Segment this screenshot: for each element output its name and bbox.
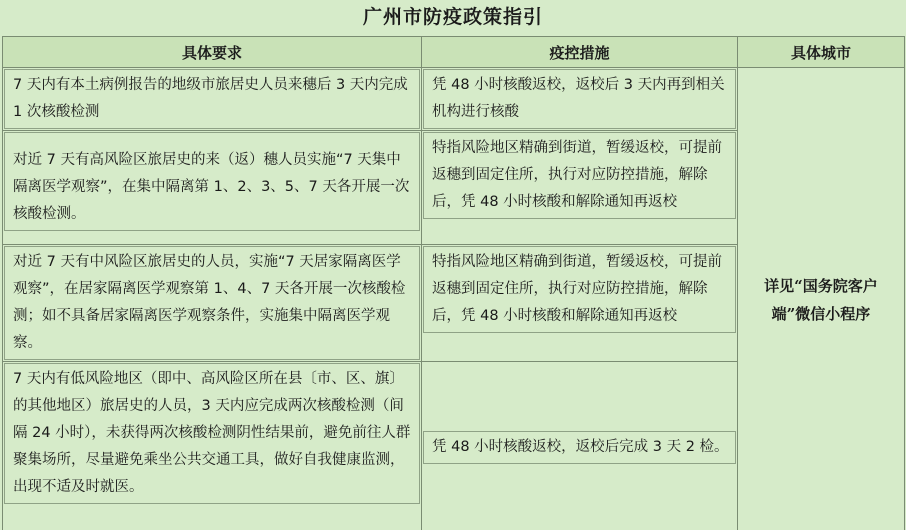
header-requirement: 具体要求 (3, 37, 422, 68)
city-cell: 详见“国务院客户端”微信小程序 (738, 68, 905, 530)
requirement-text: 对近 7 天有中风险区旅居史的人员，实施“7 天居家隔离医学观察”，在居家隔离医学观察第 1、4、7 天各开展一次核酸检测；如不具备居家隔离医学观察条件，实施集中隔离医学观察。 (4, 246, 420, 360)
requirement-text: 7 天内有本土病例报告的地级市旅居史人员来穗后 3 天内完成 1 次核酸检测 (4, 69, 420, 129)
measure-text: 特指风险地区精确到街道，暂缓返校，可提前返穗到固定住所，执行对应防控措施，解除后，凭 48 小时核酸和解除通知再返校 (423, 246, 736, 333)
requirement-cell (3, 131, 422, 245)
measure-cell (422, 68, 738, 131)
page-title: 广州市防疫政策指引 (362, 6, 543, 28)
requirement-cell (3, 68, 422, 131)
header-city: 具体城市 (738, 37, 905, 68)
measure-text: 凭 48 小时核酸返校，返校后 3 天内再到相关机构进行核酸 (423, 69, 736, 129)
measure-cell (422, 131, 738, 245)
requirement-cell (3, 245, 422, 362)
measure-cell (422, 362, 738, 530)
requirement-text: 对近 7 天有高风险区旅居史的来（返）穗人员实施“7 天集中隔离医学观察”，在集中隔离第 1、2、3、5、7 天各开展一次核酸检测。 (4, 132, 420, 231)
measure-text: 凭 48 小时核酸返校，返校后完成 3 天 2 检。 (423, 431, 736, 464)
header-measure: 疫控措施 (422, 37, 738, 68)
table-row (3, 68, 905, 131)
table-header-row (3, 37, 905, 68)
measure-text: 特指风险地区精确到街道，暂缓返校，可提前返穗到固定住所，执行对应防控措施，解除后，凭 48 小时核酸和解除通知再返校 (423, 132, 736, 219)
requirement-text: 7 天内有低风险地区（即中、高风险区所在县〔市、区、旗〕的其他地区）旅居史的人员，3 天内应完成两次核酸检测（间隔 24 小时），未获得两次核酸检测阴性结果前，避免前往人群聚集场所，尽量避免乘坐公共交通工具，做好自我健康监测，出现不适及时就医。 (4, 363, 420, 504)
requirement-cell (3, 362, 422, 530)
measure-cell (422, 245, 738, 362)
policy-table (2, 36, 905, 530)
